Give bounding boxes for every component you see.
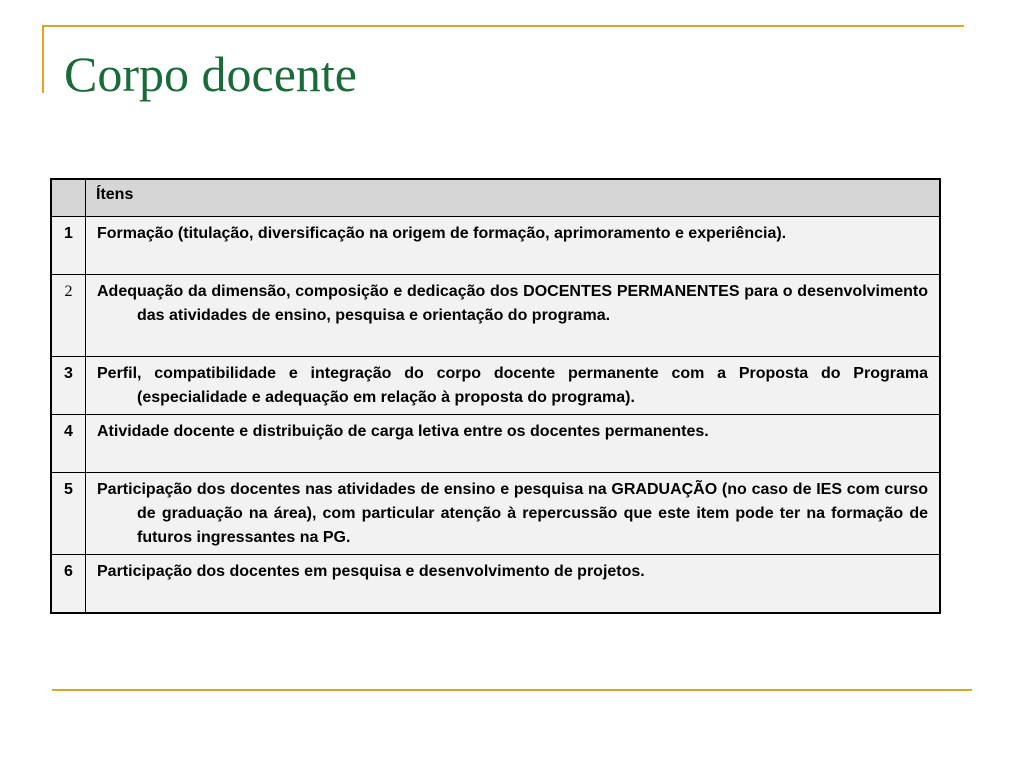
row-text-content: Participação dos docentes nas atividades de ensino e pesquisa na GRADUAÇÃO (no caso de IES com curso de graduação na área), com particular atenção à repercussão que este item pode ter na formação de futuros ingressantes na PG. <box>97 481 928 546</box>
row-number: 4 <box>51 415 86 473</box>
row-text <box>86 357 941 415</box>
header-number-cell <box>51 179 86 217</box>
table-row <box>51 217 940 275</box>
row-number: 1 <box>51 217 86 275</box>
table-row <box>51 275 940 357</box>
row-text-content: Atividade docente e distribuição de carga letiva entre os docentes permanentes. <box>97 423 709 440</box>
row-text <box>86 415 941 473</box>
bottom-accent-rule <box>52 689 972 691</box>
row-text <box>86 275 941 357</box>
top-accent-rule <box>42 25 964 27</box>
row-number: 6 <box>51 555 86 614</box>
header-items-cell: Ítens <box>86 179 941 217</box>
left-accent-rule <box>42 25 44 93</box>
table-row <box>51 357 940 415</box>
row-number: 2 <box>51 275 86 357</box>
row-text-content: Adequação da dimensão, composição e dedicação dos DOCENTES PERMANENTES para o desenvolvimento das atividades de ensino, pesquisa e orientação do programa. <box>97 283 928 324</box>
table-header-row <box>51 179 940 217</box>
table-row <box>51 555 940 614</box>
row-text <box>86 473 941 555</box>
row-number: 3 <box>51 357 86 415</box>
row-text-content: Participação dos docentes em pesquisa e desenvolvimento de projetos. <box>97 563 645 580</box>
items-table <box>50 178 941 614</box>
table-row <box>51 473 940 555</box>
row-number: 5 <box>51 473 86 555</box>
row-text-content: Perfil, compatibilidade e integração do corpo docente permanente com a Proposta do Programa (especialidade e adequação em relação à proposta do programa). <box>97 365 928 406</box>
slide-title: Corpo docente <box>64 46 357 102</box>
row-text-content: Formação (titulação, diversificação na origem de formação, aprimoramento e experiência). <box>97 225 787 242</box>
table-row <box>51 415 940 473</box>
row-text <box>86 555 941 614</box>
row-text <box>86 217 941 275</box>
